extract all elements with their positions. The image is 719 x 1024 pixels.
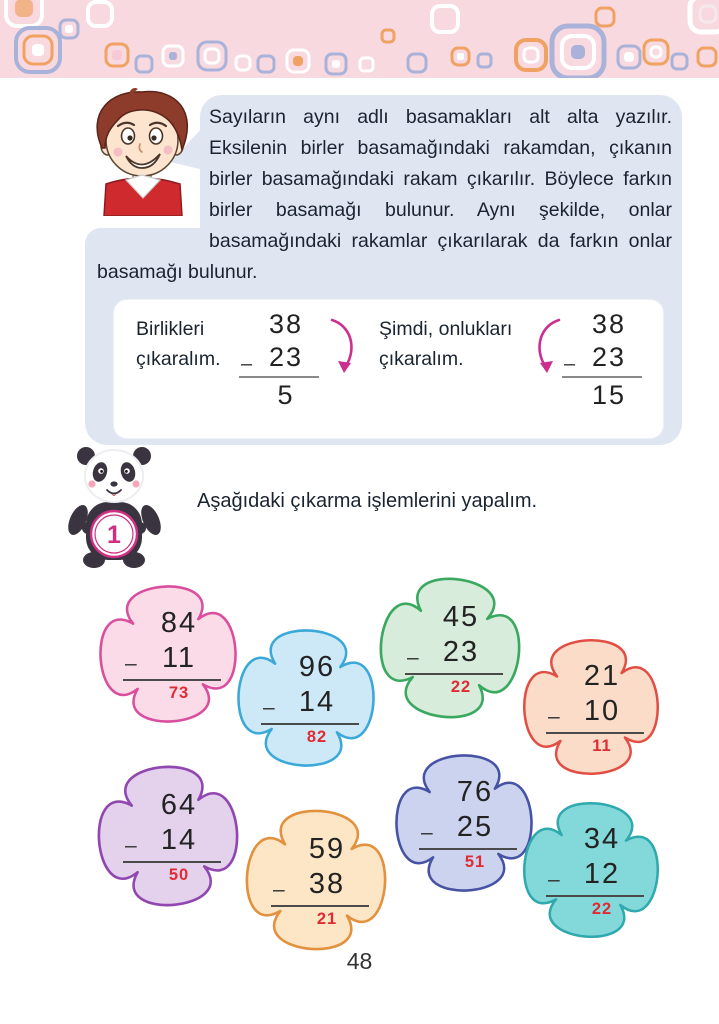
minus-sign: –	[125, 651, 137, 675]
subtrahend: 12	[583, 857, 621, 890]
minuend: 64	[160, 788, 198, 821]
minus-sign: –	[273, 877, 285, 901]
equals-line	[562, 376, 642, 378]
equals-line	[261, 723, 359, 725]
minuend: 96	[298, 650, 336, 683]
answer: 21	[316, 909, 338, 928]
minus-sign: –	[548, 867, 560, 891]
minus-sign: –	[421, 820, 433, 844]
subtrahend: 23	[268, 342, 304, 372]
minus-sign: –	[564, 353, 576, 375]
minuend: 45	[442, 600, 480, 633]
curved-arrow-down-icon	[528, 314, 562, 378]
minuend: 84	[160, 606, 198, 639]
subtrahend: 38	[308, 867, 346, 900]
answer: 51	[464, 852, 486, 871]
boy-spacer	[97, 102, 209, 230]
equals-line	[123, 861, 221, 863]
equals-line	[405, 673, 503, 675]
minuend: 38	[591, 309, 627, 339]
answer: 50	[168, 865, 190, 884]
equals-line	[123, 679, 221, 681]
answer: 22	[591, 899, 613, 918]
answer: 82	[306, 727, 328, 746]
band-pattern	[0, 0, 719, 78]
worked-example-card	[113, 299, 664, 439]
minuend: 59	[308, 832, 346, 865]
panda-illustration	[62, 446, 167, 568]
minus-sign: –	[407, 645, 419, 669]
exercise-number-badge: 1	[107, 521, 121, 549]
minus-sign: –	[548, 704, 560, 728]
equals-line	[271, 905, 369, 907]
minuend: 34	[583, 822, 621, 855]
speech-text	[97, 102, 672, 288]
subtraction-column-ones	[239, 308, 319, 412]
speech-paragraph: Sayıların aynı adlı basamakları alt alta yazılır. Eksilenin birler basamağındaki rakamdan, çıkanın birler basamağındaki rakam çıkarılır. Böylece farkın birler basamağı bulunur. Aynı şekilde, onlar basamağındaki rakamlar çıkarılarak da farkın onlar basamağı bulunur.	[97, 106, 672, 283]
equals-line	[419, 848, 517, 850]
page-number: 48	[346, 948, 373, 974]
answer: 11	[592, 736, 612, 755]
minus-sign: –	[125, 833, 137, 857]
curved-arrow-down-icon	[329, 314, 363, 378]
subtrahend: 10	[583, 694, 621, 727]
decorative-band	[0, 0, 719, 78]
minuend: 21	[583, 659, 621, 692]
subtrahend: 11	[161, 641, 197, 674]
answer: 73	[168, 683, 190, 702]
instruction-text: Aşağıdaki çıkarma işlemlerini yapalım.	[197, 490, 538, 512]
subtrahend: 23	[591, 342, 627, 372]
minus-sign: –	[263, 695, 275, 719]
subtrahend: 14	[298, 685, 336, 718]
minus-sign: –	[241, 353, 253, 375]
subtrahend: 14	[160, 823, 198, 856]
equals-line	[546, 895, 644, 897]
equals-line	[546, 732, 644, 734]
difference: 5	[277, 380, 295, 410]
subtrahend: 25	[456, 810, 494, 843]
minuend: 76	[456, 775, 494, 808]
difference: 15	[591, 380, 627, 410]
problem-flower	[506, 785, 676, 955]
example-caption-ones: Birlikleri çıkaralım.	[136, 318, 221, 370]
answer: 22	[450, 677, 472, 696]
equals-line	[239, 376, 319, 378]
minuend: 38	[268, 309, 304, 339]
subtraction-column-tens	[562, 308, 642, 412]
example-caption-tens: Şimdi, onlukları çıkaralım.	[379, 318, 513, 370]
subtrahend: 23	[442, 635, 480, 668]
